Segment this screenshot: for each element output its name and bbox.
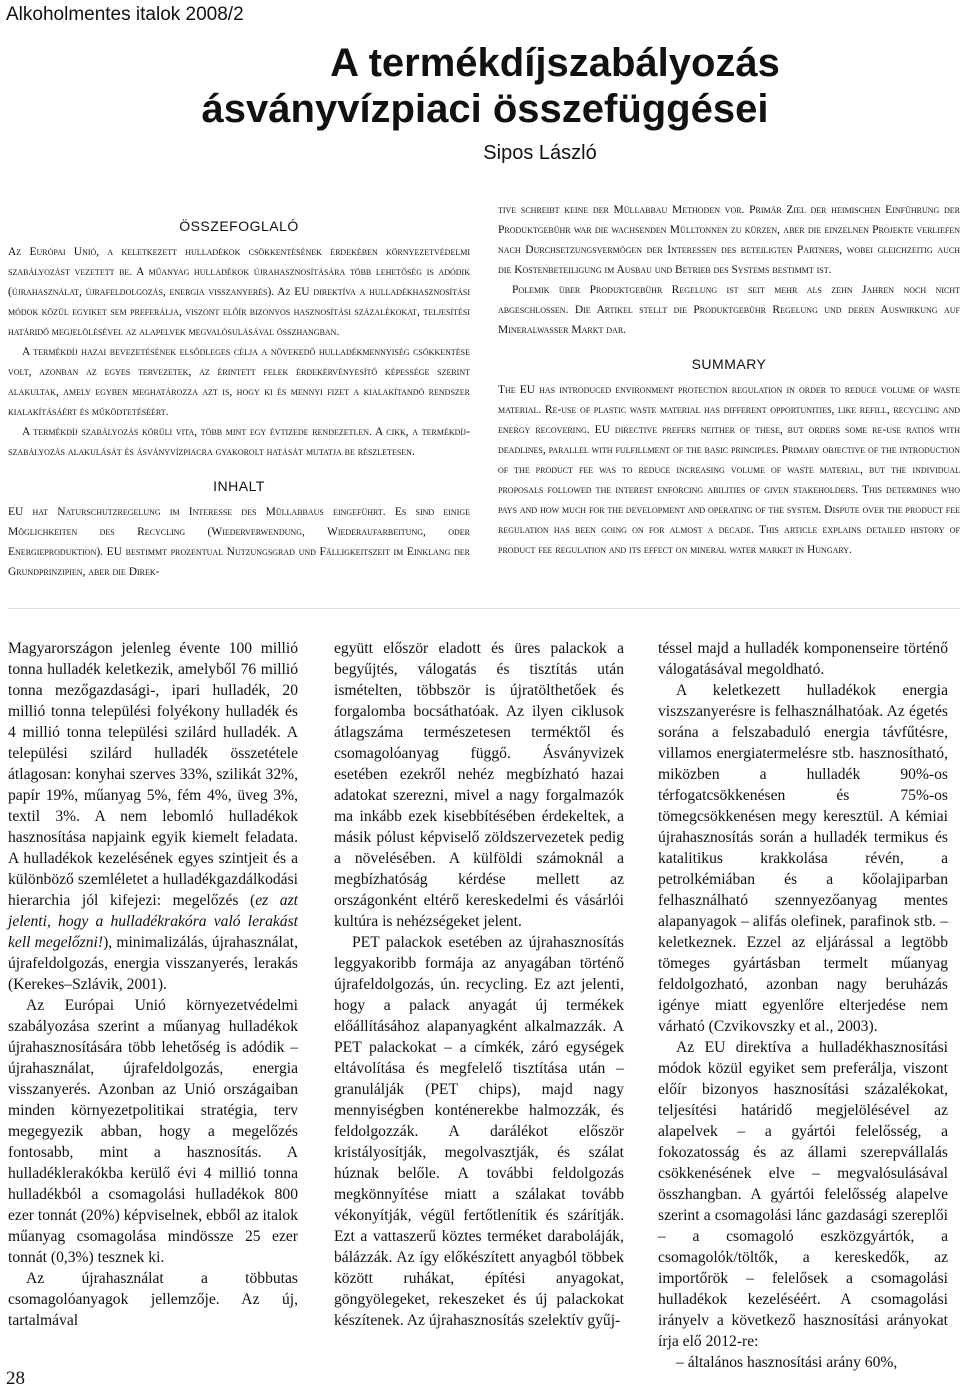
body-paragraph: Az EU direktíva a hulladékhasznosítási módok közül egyiket sem preferálja, viszont előír bizonyos hasznosítási százalékokat, teljesítési határidő megjelölésével az alapelvek ‒ a gyártói felelősség, a fokozatosság és az állami szerepvállalás csökkenésének elve ‒ megvalósulásával összhangban. A gyártói felelősség alapelve szerint a csomagolási lánc gazdasági szereplői ‒ a csomagoló eszközgyártók, a csomagolók/töltők, a kereskedők, az importőrök ‒ felelősek a csomagolási hulladékok kezeléséért. A csomagolási irányelv a következő hasznosítási arányokat írja elő 2012-re: [658, 1039, 948, 1350]
body-paragraph: PET palackok esetében az újrahasznosítás leggyakoribb formája az anyagában történő újrafeldolgozás, ún. recycling. Ez azt jelenti, hogy a palack anyagát új termékek előállításához alapanyagként alkalmazzák. A PET palackokat ‒ a címkék, záró egységek eltávolítása és megfelelő tisztítása után ‒ granulálják (PET chips), majd nagy mennyiségben konténerekbe halmozzák, és feldolgozzák. A darálékot először kristályosítják, megolvasztják, és szálat húznak belőle. A további feldolgozás megkönnyítése miatt a szálakat tovább vékonyítják, végül fertőtlenítik és szárítják. Ezt a vattaszerű köztes terméket daraboláják, bálázzák. Az így előkészített anyagból többek között ruhákat, építési anyagokat, göngyölegeket, rekeszeket és új palackokat készítenek. Az újrahasznosítás szelektív gyűj- [334, 934, 624, 1329]
summary-en-heading: SUMMARY [691, 356, 767, 372]
title-line-1: A termékdíjszabályozás [330, 41, 780, 85]
body-paragraph: Az Európai Unió környezetvédelmi szabályozása szerint a műanyag hulladékok újrahasznosítására több lehetőség is adódik ‒ újrahasználat, újrafeldolgozás, energia visszanyerés. Azonban az Unió országaiban minden környezetpolitikai stratégia, terv megegyezik abban, hogy a megelőzés fontosabb, mint a hasznosítás. A hulladéklerakókba kerülő évi 4 millió tonna hulladékból a csomagolási hulladékok 800 ezer tonnát (20%) képviselnek, ebből az italok műanyag csomagolása mindössze 25 ezer tonnát (0,3%) tesznek ki. [8, 997, 298, 1266]
body-column-1 [8, 638, 298, 1331]
body-paragraph: Az újrahasználat a többutas csomagolóanyagok jellemzője. Az új, tartalmával [8, 1270, 298, 1329]
body-paragraph: együtt először eladott és üres palackok a begyűjtés, válogatás és tisztítás után ismételten, többször is újratölthetőek és forgalomba bocsáthatóak. Az ilyen ciklusok átlagszáma természetesen terméktől és csomagolóanyag függő. Ásványvizek esetében ezekről nehéz megbízható hazai adatokat szerezni, mivel a nagy forgalmazók ma inkább ezek kisebbítésében érdekeltek, a másik pólust képviselő zöldszervezetek pedig a növelésében. A külföldi számoknál a megbízhatóság kérdése mellett az országonként eltérő kereskedelmi és vásárlói kultúra is nehézségeket jelent. [334, 640, 624, 930]
body-paragraph: téssel majd a hulladék komponenseire történő válogatásával megoldható. [658, 640, 948, 678]
title-line-2: ásványvízpiaci összefüggései [201, 87, 769, 131]
summary-de-paragraph: Polemik über Produktgebühr Regelung ist seit mehr als zehn Jahren noch nicht abgeschlossen. Die Artikel stellt die Produktgebühr Regelung und deren Auswirkung auf Mineralwasser Markt dar. [498, 284, 960, 336]
journal-header: Alkoholmentes italok 2008/2 [6, 4, 244, 25]
abstract-right-column [498, 200, 960, 560]
summary-hu-paragraph: A termékdíj szabályozás körüli vita, több mint egy évtizede rendezetlen. A cikk, a termékdíj-szabályozás alakulását és ásványvízpiacra gyakorolt hatását mutatja be részletesen. [8, 426, 470, 458]
summary-de-heading: INHALT [213, 478, 265, 494]
abstract-left-column [8, 208, 470, 582]
article-title [0, 40, 960, 132]
summary-de-paragraph: tive schreibt keine der Müllabbau Methoden vor. Primär Ziel der heimischen Einführung der Produktgebühr war die wachsenden Mülltonnen zu kürzen, aber die einzelnen Projekte verliefen nach Durchsetzungsvermögen der Interessen des beteiligten Partners, wobei gleichzeitig auch die Kostenbeteiligung im Ausbau und Betrieb des Systems bestimmt ist. [498, 204, 960, 276]
body-text: ), minimalizálás, újrahasználat, újrafeldolgozás, energia visszanyerés, lerakás (Kerekes‒Szlávik, 2001). [8, 934, 298, 993]
body-column-3 [658, 638, 948, 1373]
body-text-italic: ez azt jelenti, hogy a hulladékrakóra való lerakást kell megelőzni! [8, 892, 298, 951]
summary-hu-heading: ÖSSZEFOGLALÓ [179, 218, 299, 234]
body-paragraph [8, 638, 298, 995]
body-text: Magyarországon jelenleg évente 100 millió tonna hulladék keletkezik, amelyből 76 millió tonna mezőgazdasági-, ipari hulladék, 20 millió tonna települési folyékony hulladék és 4 millió tonna települési szilárd hulladék. A települési szilárd hulladék összetétele átlagosan: konyhai szerves 33%, szilikát 32%, papír 19%, műanyag 5%, fém 4%, üveg 3%, textil 3%. A nem lebomló hulladékok hasznosítása napjaink egyik kiemelt feladata. A hulladékok kezelésének egyes szintjeit és a különböző szemléletet a hulladékgazdálkodási hierarchia jól kifejezi: megelőzés ( [8, 640, 298, 909]
summary-hu-paragraph: A termékdíj hazai bevezetésének elsődleges célja a növekedő hulladékmennyiség csökkentése volt, azonban az egyes tervezetek, az érintett felek érdekérvényesítő képessége szerint alakultak, amely egyben meghatározza azt is, hogy ki és mennyi fizet a kialakítandó rendszer kialakításáért és működtetéséért. [8, 346, 470, 418]
summary-en-paragraph: The EU has introduced environment protection regulation in order to reduce volume of waste material. Re-use of plastic waste material has different opportunities, like refill, recycling and energy recovering. EU directive prefers neither of these, but orders some re-use ratios with deadlines, parallel with fulfillment of the basic principles. Primary objective of the introduction of the product fee was to reduce increasing volume of waste material, but the individual proposals followed the interest enforcing abilities of given stakeholders. This determines who pays and how much for the development and operating of the system. Dispute over the product fee regulation has been going on for almost a decade. This article explains detailed history of product fee regulation and its effect on mineral water market in Hungary. [498, 384, 960, 556]
summary-de-paragraph: EU hat Naturschutzregelung im Interesse des Müllabbaus eingeführt. Es sind einige Möglichkeiten des Recycling (Wiederverwendung, Wiederaufarbeitung, oder Energieproduktion). EU bestimmt prozentual Nutzungsgrad und Fälligkeitszeit im Einklang der Grundprinzipien, aber die Direk- [8, 506, 470, 578]
author-name: Sipos László [483, 142, 597, 164]
body-paragraph: A keletkezett hulladékok energia viszszanyerésre is felhasználhatóak. Az égetés sorána a felszabaduló energia távfűtésre, villamos energiatermelésre stb. hasznosítható, miközben a hulladék 90%-os térfogatcsökkenésen és 75%-os tömegcsökkenésen megy keresztül. A kémiai újrahasznosítás során a hulladék termikus és katalitikus krakkolása révén, a petrolkémiában és a kőolajiparban felhasználható szennyezőanyag mentes alapanyagok ‒ alifás olefinek, parafinok stb. ‒ keletkeznek. Ezzel az eljárással a legtöbb tömeges gyártásban termelt műanyag feldolgozható, azonban nagy beruházás igénye miatt egyenlőre elterjedése nem várható (Czvikovszky et al., 2003). [658, 682, 948, 1035]
summary-hu-paragraph: Az Európai Unió, a keletkezett hulladékok csökkentésének érdekében környezetvédelmi szabályozást vezetett be. A műanyag hulladékok újrahasznosítására több lehetőség is adódik (újrahasználat, újrafeldolgozás, energia visszanyerés). Az EU direktíva a hulladékhasznosítási módok közül egyiket sem preferálja, viszont előír bizonyos hasznosítási százalékokat, teljesítési határidő megjelölésével az alapelvek megvalósulásával összhangban. [8, 246, 470, 338]
section-divider [8, 608, 960, 609]
body-paragraph: ‒ általános hasznosítási arány 60%, [676, 1354, 898, 1371]
body-column-2 [334, 638, 624, 1331]
page-number: 28 [6, 1368, 25, 1389]
